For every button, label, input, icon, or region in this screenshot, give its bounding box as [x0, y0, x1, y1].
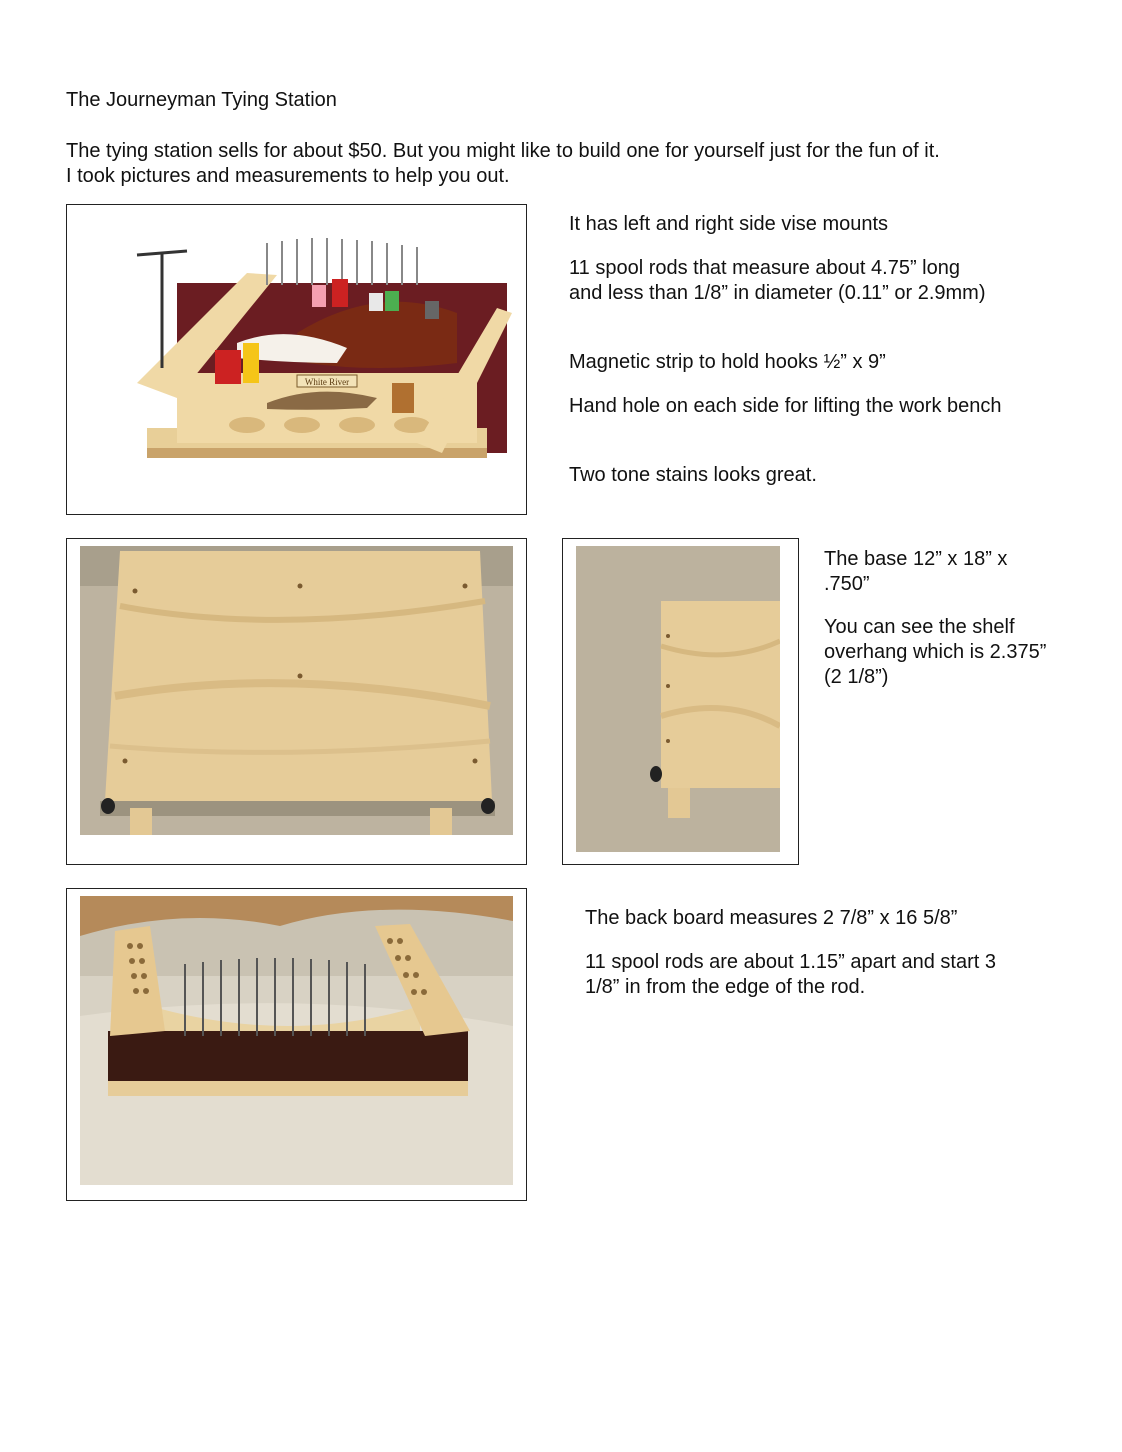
intro-line-1: The tying station sells for about $50. But you might like to build one for yourself just for the fun of it. [66, 140, 940, 162]
intro-line-2: I took pictures and measurements to help you out. [66, 165, 510, 187]
feature-vise-mounts: It has left and right side vise mounts [569, 213, 889, 235]
page-title: The Journeyman Tying Station [66, 89, 337, 111]
backboard-photo [80, 896, 513, 1185]
base-photo [80, 546, 513, 835]
backboard-dimensions-note: The back board measures 2 7/8” x 16 5/8” [585, 907, 958, 929]
feature-spool-rods: 11 spool rods that measure about 4.75” long and less than 1/8” in diameter (0.11” or 2.9mm) [569, 257, 986, 304]
overhang-photo-frame [562, 538, 799, 865]
feature-magnetic-strip: Magnetic strip to hold hooks ½” x 9” [569, 351, 886, 373]
tying-station-product-photo [117, 213, 517, 507]
feature-hand-hole: Hand hole on each side for lifting the work bench [569, 395, 1002, 417]
backboard-photo-frame [66, 888, 527, 1201]
feature-two-tone: Two tone stains looks great. [569, 464, 817, 486]
spool-rod-spacing-note: 11 spool rods are about 1.15” apart and start 3 1/8” in from the edge of the rod. [585, 951, 997, 998]
product-photo-frame [66, 204, 527, 515]
overhang-photo [576, 546, 780, 852]
base-dimensions-note: The base 12” x 18” x .750” [824, 548, 1008, 595]
shelf-overhang-note: You can see the shelf overhang which is 2.375” (2 1/8”) [824, 616, 1047, 688]
brand-plate-text: White River [304, 377, 350, 387]
base-photo-frame [66, 538, 527, 865]
